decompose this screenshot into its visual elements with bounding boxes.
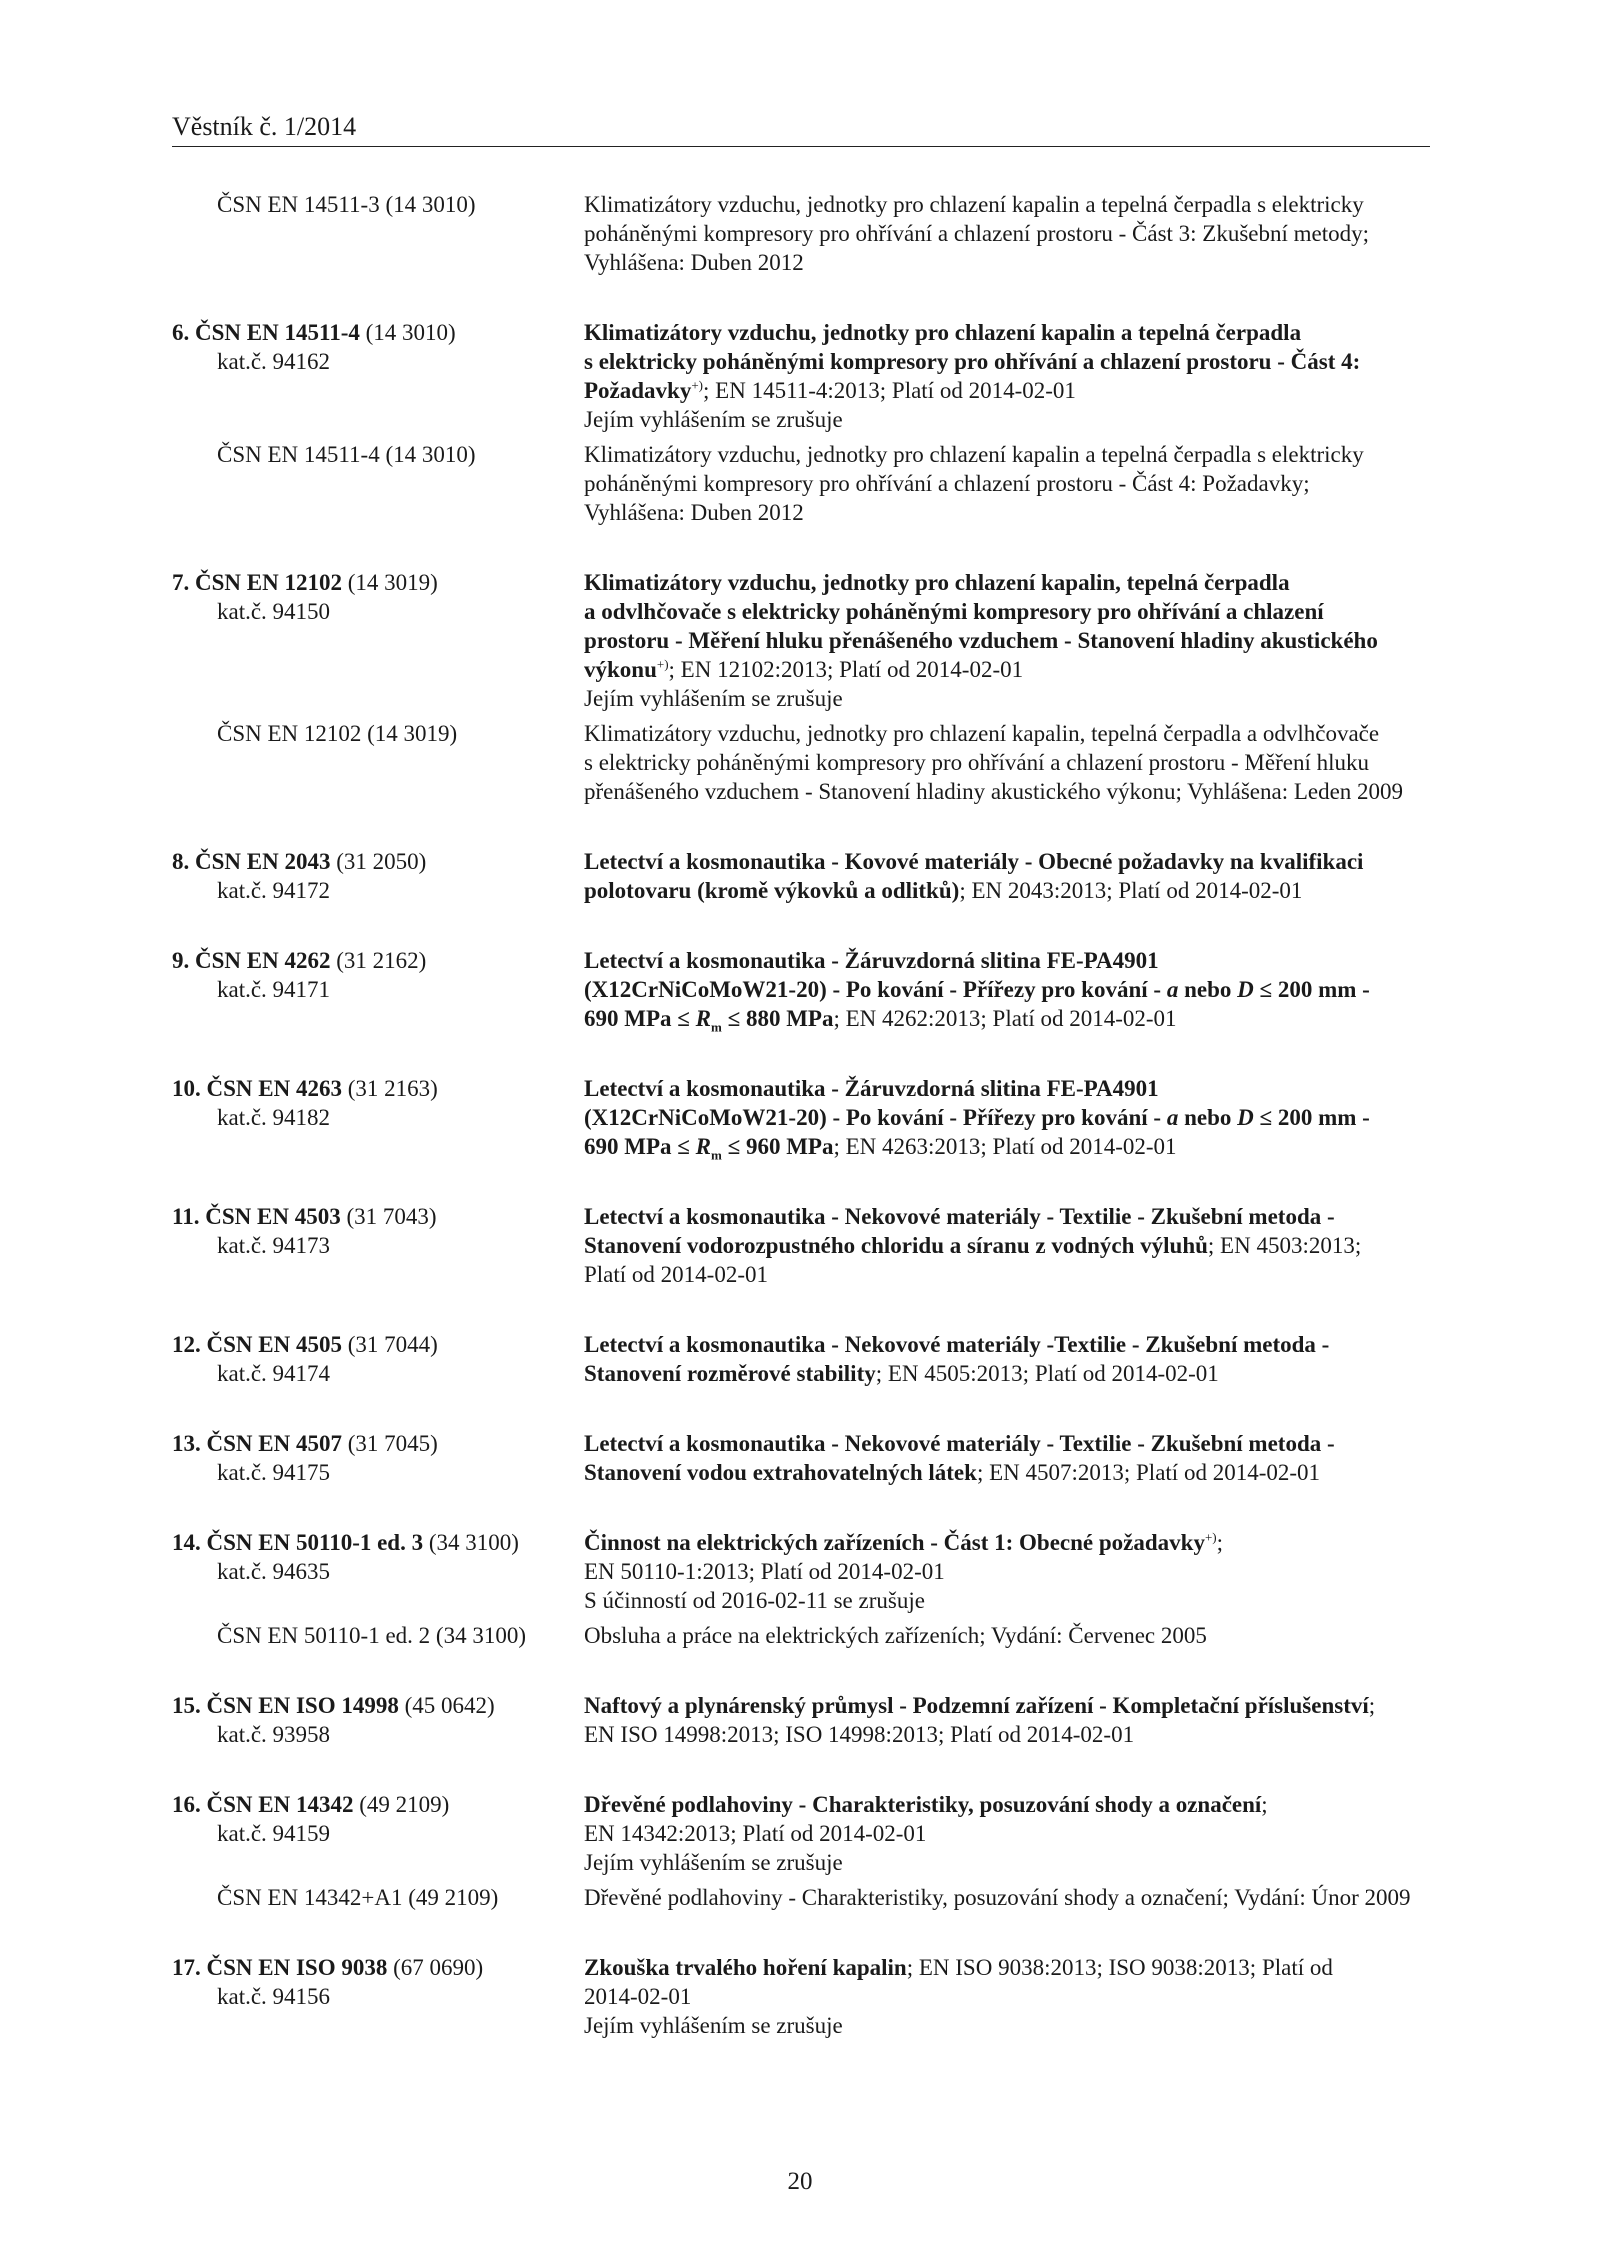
- standard-entry: [172, 1790, 1430, 1912]
- standard-code: 8. ČSN EN 2043 (31 2050): [172, 849, 427, 874]
- catalog-number: kat.č. 94172: [217, 878, 331, 903]
- standard-entry: [172, 946, 1430, 1033]
- standard-title: Letectví a kosmonautika - Nekovové materiály -Textilie - Zkušební metoda - Stanovení rozměrové stability; EN 4505:2013; Platí od 2014-02-01: [584, 1332, 1330, 1386]
- standard-code: 6. ČSN EN 14511-4 (14 3010): [172, 320, 456, 345]
- catalog-number: kat.č. 94175: [217, 1460, 331, 1485]
- page-header: [172, 110, 1430, 147]
- standard-entry: [172, 1074, 1430, 1161]
- catalog-number: kat.č. 94182: [217, 1105, 331, 1130]
- standard-entry: [172, 1330, 1430, 1388]
- catalog-number: kat.č. 94159: [217, 1821, 331, 1846]
- standard-code: 11. ČSN EN 4503 (31 7043): [172, 1204, 437, 1229]
- withdrawn-code: ČSN EN 12102 (14 3019): [217, 721, 458, 746]
- withdrawn-code: ČSN EN 14511-3 (14 3010): [217, 192, 476, 217]
- standard-title: Klimatizátory vzduchu, jednotky pro chlazení kapalin a tepelná čerpadla s elektricky poháněnými kompresory pro ohřívání a chlazení prostoru - Část 4: Požadavky+); EN 14511-4:2013; Platí od 2014-02-01 Jejím vyhlášením se zrušuje: [584, 320, 1361, 432]
- page-footer: [0, 2168, 1600, 2196]
- withdrawn-title: Dřevěné podlahoviny - Charakteristiky, posuzování shody a označení; Vydání: Únor 2009: [584, 1885, 1411, 1910]
- withdrawn-title: Klimatizátory vzduchu, jednotky pro chlazení kapalin a tepelná čerpadla s elektricky poháněnými kompresory pro ohřívání a chlazení prostoru - Část 4: Požadavky; Vyhlášena: Duben 2012: [584, 442, 1364, 525]
- catalog-number: kat.č. 94162: [217, 349, 331, 374]
- standard-entry: [172, 1953, 1430, 2040]
- standard-title: Klimatizátory vzduchu, jednotky pro chlazení kapalin, tepelná čerpadla a odvlhčovače s elektricky poháněnými kompresory pro ohřívání a chlazení prostoru - Měření hluku přenášeného vzduchem - Stanovení hladiny akustického výkonu+); EN 12102:2013; Platí od 2014-02-01 Jejím vyhlášením se zrušuje: [584, 570, 1378, 711]
- standard-code: 16. ČSN EN 14342 (49 2109): [172, 1792, 450, 1817]
- standard-title: Naftový a plynárenský průmysl - Podzemní zařízení - Kompletační příslušenství; EN ISO 14998:2013; ISO 14998:2013; Platí od 2014-02-01: [584, 1693, 1376, 1747]
- catalog-number: kat.č. 94150: [217, 599, 331, 624]
- catalog-number: kat.č. 93958: [217, 1722, 331, 1747]
- standard-title: Letectví a kosmonautika - Žáruvzdorná slitina FE-PA4901 (X12CrNiCoMoW21-20) - Po kování - Přířezy pro kování - a nebo D ≤ 200 mm - 690 MPa ≤ $R_m \le 960$ MPa; EN 4263:2013; Platí od 2014-02-01: [584, 1076, 1370, 1163]
- withdrawn-text-line: poháněnými kompresory pro ohřívání a chlazení prostoru - Část 3: Zkušební metody;: [584, 221, 1370, 246]
- standard-entry: [172, 1691, 1430, 1749]
- withdrawn-code: ČSN EN 14342+A1 (49 2109): [217, 1885, 499, 1910]
- standard-title: Dřevěné podlahoviny - Charakteristiky, posuzování shody a označení; EN 14342:2013; Platí od 2014-02-01 Jejím vyhlášením se zrušuje: [584, 1792, 1268, 1875]
- standard-code: 14. ČSN EN 50110-1 ed. 3 (34 3100): [172, 1530, 519, 1555]
- standard-title: Zkouška trvalého hoření kapalin; EN ISO 9038:2013; ISO 9038:2013; Platí od 2014-02-01 Jejím vyhlášením se zrušuje: [584, 1955, 1333, 2038]
- standard-title: Letectví a kosmonautika - Kovové materiály - Obecné požadavky na kvalifikaci polotovaru (kromě výkovků a odlitků); EN 2043:2013; Platí od 2014-02-01: [584, 849, 1364, 903]
- standard-code: 12. ČSN EN 4505 (31 7044): [172, 1332, 438, 1357]
- standard-entry: [172, 1202, 1430, 1289]
- document-body: [172, 190, 1430, 2081]
- withdrawn-code: ČSN EN 14511-4 (14 3010): [217, 442, 476, 467]
- standard-code: 7. ČSN EN 12102 (14 3019): [172, 570, 438, 595]
- standard-entry: [172, 568, 1430, 806]
- standard-title: Činnost na elektrických zařízeních - Část 1: Obecné požadavky+); EN 50110-1:2013; Platí od 2014-02-01 S účinností od 2016-02-11 se zrušuje: [584, 1529, 1224, 1613]
- standard-title: Letectví a kosmonautika - Žáruvzdorná slitina FE-PA4901 (X12CrNiCoMoW21-20) - Po kování - Přířezy pro kování - a nebo D ≤ 200 mm - 690 MPa ≤ $R_m \le 880$ MPa; EN 4262:2013; Platí od 2014-02-01: [584, 948, 1370, 1035]
- standard-code: 9. ČSN EN 4262 (31 2162): [172, 948, 427, 973]
- standard-code: 17. ČSN EN ISO 9038 (67 0690): [172, 1955, 484, 1980]
- standard-entry: [172, 318, 1430, 527]
- standard-title: Letectví a kosmonautika - Nekovové materiály - Textilie - Zkušební metoda - Stanovení vodou extrahovatelných látek; EN 4507:2013; Platí od 2014-02-01: [584, 1431, 1335, 1485]
- journal-title: Věstník č. 1/2014: [172, 112, 357, 141]
- withdrawn-text-line: Vyhlášena: Duben 2012: [584, 250, 804, 275]
- catalog-number: kat.č. 94156: [217, 1984, 331, 2009]
- standard-code: 15. ČSN EN ISO 14998 (45 0642): [172, 1693, 495, 1718]
- standard-entry: [172, 847, 1430, 905]
- withdrawn-code: ČSN EN 50110-1 ed. 2 (34 3100): [217, 1623, 526, 1648]
- standard-title: Letectví a kosmonautika - Nekovové materiály - Textilie - Zkušební metoda - Stanovení vodorozpustného chloridu a síranu z vodných výluhů; EN 4503:2013; Platí od 2014-02-01: [584, 1204, 1362, 1287]
- standard-code: 10. ČSN EN 4263 (31 2163): [172, 1076, 438, 1101]
- standard-entry: [172, 1429, 1430, 1487]
- continuation-entry: [172, 190, 1430, 277]
- standard-code: 13. ČSN EN 4507 (31 7045): [172, 1431, 438, 1456]
- catalog-number: kat.č. 94171: [217, 977, 331, 1002]
- page-number: 20: [787, 2168, 813, 2195]
- catalog-number: kat.č. 94174: [217, 1361, 331, 1386]
- withdrawn-text-line: Klimatizátory vzduchu, jednotky pro chlazení kapalin a tepelná čerpadla s elektricky: [584, 192, 1364, 217]
- standard-entry: [172, 1528, 1430, 1650]
- catalog-number: kat.č. 94635: [217, 1559, 331, 1584]
- withdrawn-title: Klimatizátory vzduchu, jednotky pro chlazení kapalin, tepelná čerpadla a odvlhčovače s elektricky poháněnými kompresory pro ohřívání a chlazení prostoru - Měření hluku přenášeného vzduchem - Stanovení hladiny akustického výkonu; Vyhlášena: Leden 2009: [584, 721, 1404, 804]
- catalog-number: kat.č. 94173: [217, 1233, 331, 1258]
- withdrawn-title: Obsluha a práce na elektrických zařízeních; Vydání: Červenec 2005: [584, 1623, 1207, 1648]
